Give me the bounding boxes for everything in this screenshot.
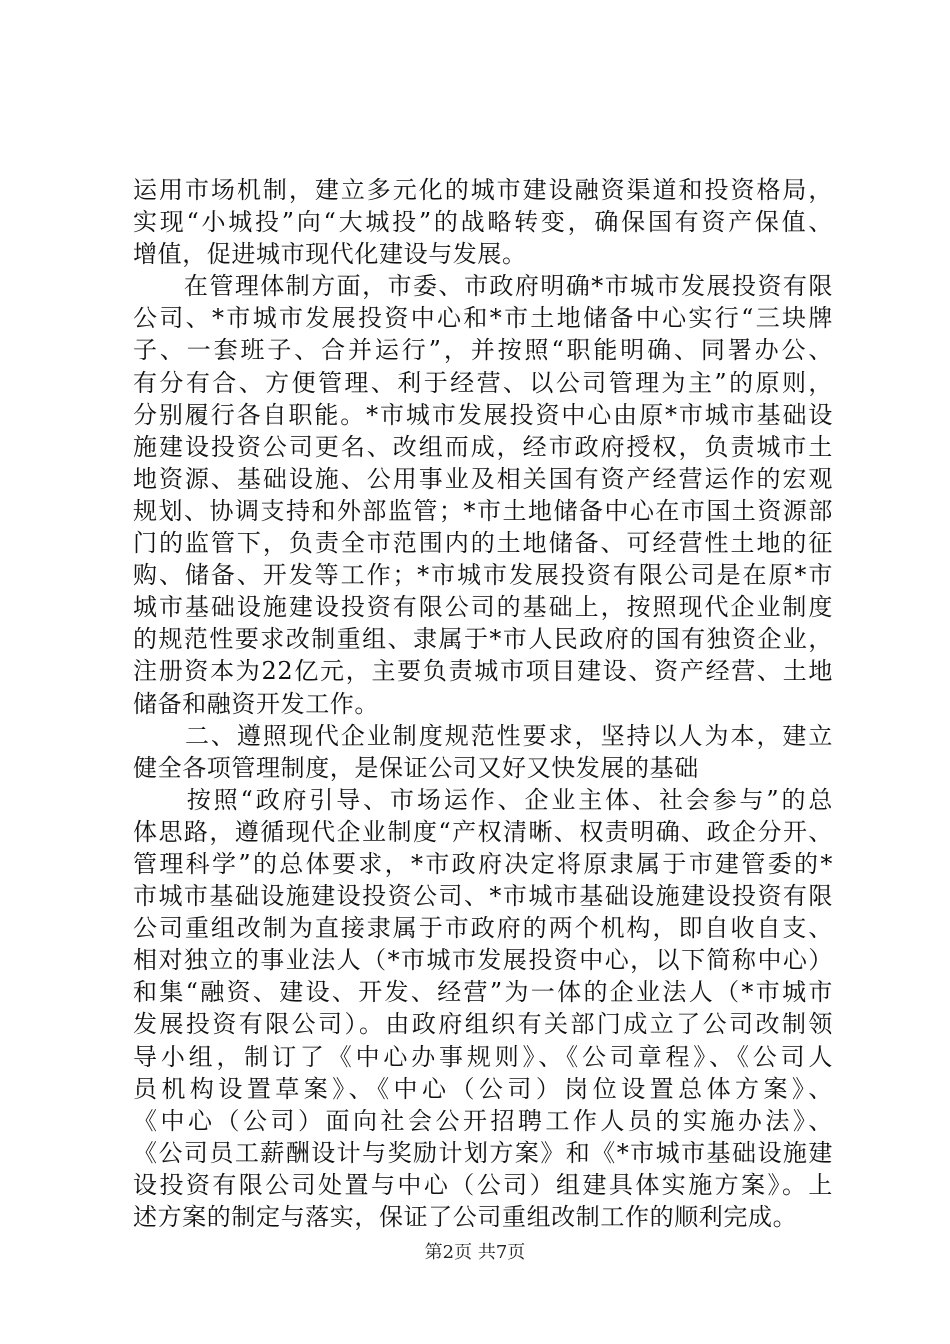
- text-line: 注册资本为22亿元，主要负责城市项目建设、资产经营、土地: [133, 657, 833, 686]
- body-text: [133, 174, 833, 1233]
- text-line: 实现“小城投”向“大城投”的战略转变，确保国有资产保值、: [133, 208, 833, 237]
- text-line: 和集“融资、建设、开发、经营”为一体的企业法人（*市城市: [133, 978, 833, 1007]
- text-line: 分别履行各自职能。*市城市发展投资中心由原*市城市基础设: [133, 400, 833, 429]
- text-line: 规划、协调支持和外部监管；*市土地储备中心在市国土资源部: [133, 496, 833, 525]
- text-line: 发展投资有限公司）。由政府组织有关部门成立了公司改制领: [133, 1010, 833, 1039]
- text-line: 在管理体制方面，市委、市政府明确*市城市发展投资有限: [133, 272, 833, 301]
- text-line: 市城市基础设施建设投资公司、*市城市基础设施建设投资有限: [133, 882, 833, 911]
- text-line: 门的监管下，负责全市范围内的土地储备、可经营性土地的征: [133, 529, 833, 558]
- text-line: 设投资有限公司处置与中心（公司）组建具体实施方案》。上: [133, 1170, 833, 1199]
- text-line: 城市基础设施建设投资有限公司的基础上，按照现代企业制度: [133, 593, 833, 622]
- text-line: 有分有合、方便管理、利于经营、以公司管理为主”的原则，: [133, 368, 833, 397]
- text-line: 相对独立的事业法人（*市城市发展投资中心，以下简称中心）: [133, 946, 833, 975]
- text-line: 公司、*市城市发展投资中心和*市土地储备中心实行“三块牌: [133, 304, 833, 333]
- text-line: 运用市场机制，建立多元化的城市建设融资渠道和投资格局，: [133, 176, 833, 204]
- text-line: 地资源、基础设施、公用事业及相关国有资产经营运作的宏观: [133, 464, 833, 493]
- page-footer: 第2页 共7页: [424, 1242, 526, 1263]
- text-line: 施建设投资公司更名、改组而成，经市政府授权，负责城市土: [133, 432, 833, 461]
- text-line: 子、一套班子、合并运行”，并按照“职能明确、同署办公、: [133, 336, 833, 365]
- text-line: 述方案的制定与落实，保证了公司重组改制工作的顺利完成。: [133, 1203, 798, 1231]
- text-line: 公司重组改制为直接隶属于市政府的两个机构，即自收自支、: [133, 914, 833, 943]
- text-line: 健全各项管理制度，是保证公司又好又快发展的基础: [133, 753, 699, 782]
- text-line: 二、遵照现代企业制度规范性要求，坚持以人为本，建立: [133, 721, 833, 750]
- text-line: 按照“政府引导、市场运作、企业主体、社会参与”的总: [133, 785, 833, 814]
- text-line: 《公司员工薪酬设计与奖励计划方案》和《*市城市基础设施建: [133, 1138, 833, 1167]
- text-line: 储备和融资开发工作。: [133, 689, 379, 718]
- text-line: 的规范性要求改制重组、隶属于*市人民政府的国有独资企业，: [133, 625, 833, 654]
- text-line: 增值，促进城市现代化建设与发展。: [133, 240, 527, 269]
- text-line: 《中心（公司）面向社会公开招聘工作人员的实施办法》、: [133, 1106, 833, 1135]
- text-line: 员机构设置草案》、《中心（公司）岗位设置总体方案》、: [133, 1074, 833, 1103]
- text-line: 购、储备、开发等工作；*市城市发展投资有限公司是在原*市: [133, 561, 833, 590]
- text-line: 管理科学”的总体要求，*市政府决定将原隶属于市建管委的*: [133, 849, 833, 878]
- text-line: 体思路，遵循现代企业制度“产权清晰、权责明确、政企分开、: [133, 817, 833, 846]
- text-line: 导小组，制订了《中心办事规则》、《公司章程》、《公司人: [133, 1042, 833, 1071]
